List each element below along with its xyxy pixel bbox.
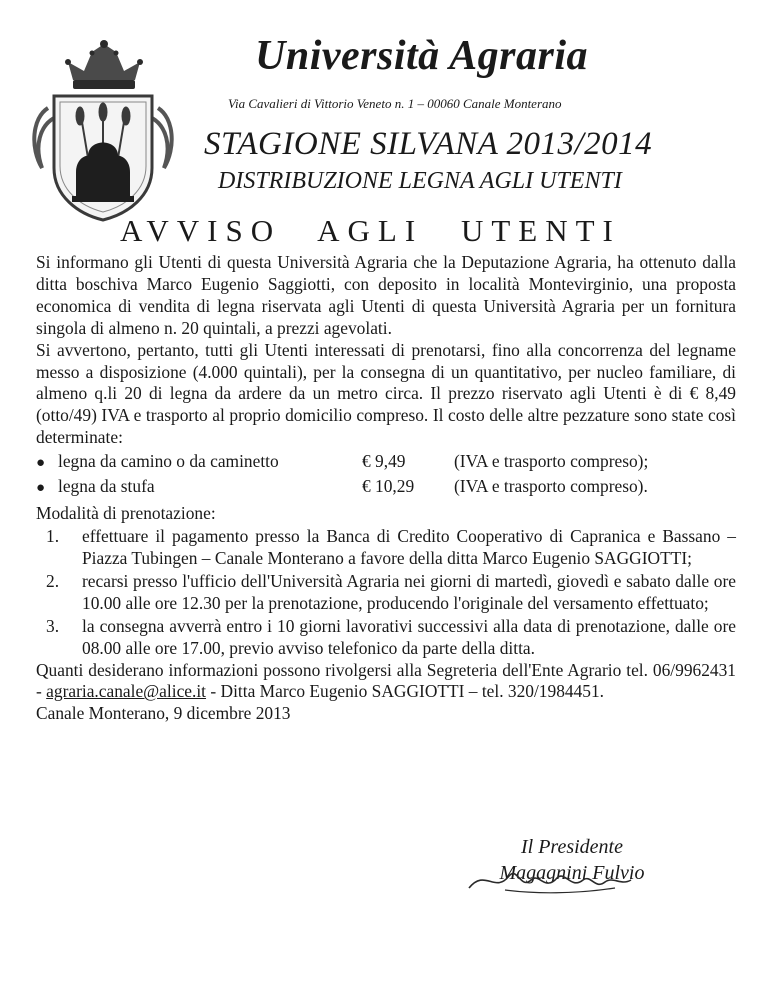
step-number: 2. bbox=[46, 570, 60, 591]
bullet-icon: ● bbox=[36, 480, 46, 497]
season-heading: STAGIONE SILVANA 2013/2014 bbox=[204, 126, 653, 162]
notice-heading: AVVISO AGLI UTENTI bbox=[120, 213, 621, 248]
step-number: 1. bbox=[46, 526, 60, 547]
place-date: Canale Monterano, 9 dicembre 2013 bbox=[36, 703, 291, 724]
signature-role: Il Presidente bbox=[520, 836, 623, 858]
organization-address: Via Cavalieri di Vittorio Veneto n. 1 – 00060 Canale Monterano bbox=[228, 96, 562, 111]
price-item bbox=[36, 451, 736, 476]
scrollwork-right bbox=[152, 108, 172, 168]
booking-step bbox=[36, 526, 736, 570]
price-item-value: € 10,29 bbox=[362, 476, 415, 497]
price-item-note: (IVA e trasporto compreso). bbox=[454, 476, 648, 497]
step-number: 3. bbox=[46, 615, 60, 636]
price-item bbox=[36, 476, 736, 501]
distribution-heading: DISTRIBUZIONE LEGNA AGLI UTENTI bbox=[218, 168, 622, 194]
contact-lead: Quanti desiderano informazioni possono rivolgersi alla Segreteria dell'Ente Agrario tel. 06/9962431 - bbox=[36, 659, 736, 702]
crown-icon bbox=[65, 40, 143, 89]
booking-step bbox=[36, 616, 736, 660]
price-item-note: (IVA e trasporto compreso); bbox=[454, 451, 649, 472]
booking-method-heading: Modalità di prenotazione: bbox=[36, 503, 216, 524]
signature-name: Magagnini Fulvio bbox=[499, 862, 645, 884]
price-list bbox=[36, 451, 736, 501]
step-text: effettuare il pagamento presso la Banca di Credito Cooperativo di Capranica e Bassano – Piazza Tubingen – Canale Monterano a favore della ditta Marco Eugenio SAGGIOTTI; bbox=[82, 526, 736, 568]
notice-body bbox=[36, 252, 736, 725]
step-text: la consegna avverrà entro i 10 giorni lavorativi successivi alla data di prenotazione, dalle ore 08.00 alle ore 17.00, previo avviso telefonico da parte della ditta. bbox=[82, 615, 736, 658]
intro-paragraph: Si informano gli Utenti di questa Università Agraria che la Deputazione Agraria, ha ottenuto dalla ditta boschiva Marco Eugenio Saggiotti, con deposito in località Montevirginio, una proposta economica di vendita di legna riservata agli Utenti di questa Università Agraria per un fornitura singola di almeno n. 20 quintali, a prezzi agevolati. bbox=[36, 252, 736, 338]
price-item-name: legna da stufa bbox=[58, 476, 155, 497]
coat-of-arms-emblem bbox=[28, 38, 178, 223]
booking-steps bbox=[36, 526, 736, 659]
price-item-name: legna da camino o da caminetto bbox=[58, 451, 279, 472]
bullet-icon: ● bbox=[36, 455, 46, 472]
organization-title: Università Agraria bbox=[255, 33, 588, 79]
contact-email-link[interactable]: agraria.canale@alice.it bbox=[46, 681, 207, 702]
step-text: recarsi presso l'ufficio dell'Università Agraria nei giorni di martedì, giovedì e sabato dalle ore 10.00 alle ore 12.30 per la prenotazione, producendo l'originale del versamento effettuato; bbox=[82, 570, 736, 613]
contact-paragraph bbox=[36, 660, 736, 704]
scrollwork-left bbox=[34, 108, 54, 168]
booking-step bbox=[36, 571, 736, 615]
handwritten-signature bbox=[465, 860, 635, 896]
booking-paragraph: Si avvertono, pertanto, tutti gli Utenti interessati di prenotarsi, fino alla concorrenza del legname messo a disposizione (4.000 quintali), per la consegna di un quantitativo, per nucleo familiare, di almeno q.li 20 di legna da ardere da un metro circa. Il prezzo riservato agli Utenti è di € 8,49 (otto/49) IVA e trasporto al proprio domicilio compreso. Il costo delle altre pezzature sono state così determinate: bbox=[36, 339, 736, 448]
price-item-value: € 9,49 bbox=[362, 451, 406, 472]
contact-trail: - Ditta Marco Eugenio SAGGIOTTI – tel. 320/1984451. bbox=[210, 681, 605, 702]
